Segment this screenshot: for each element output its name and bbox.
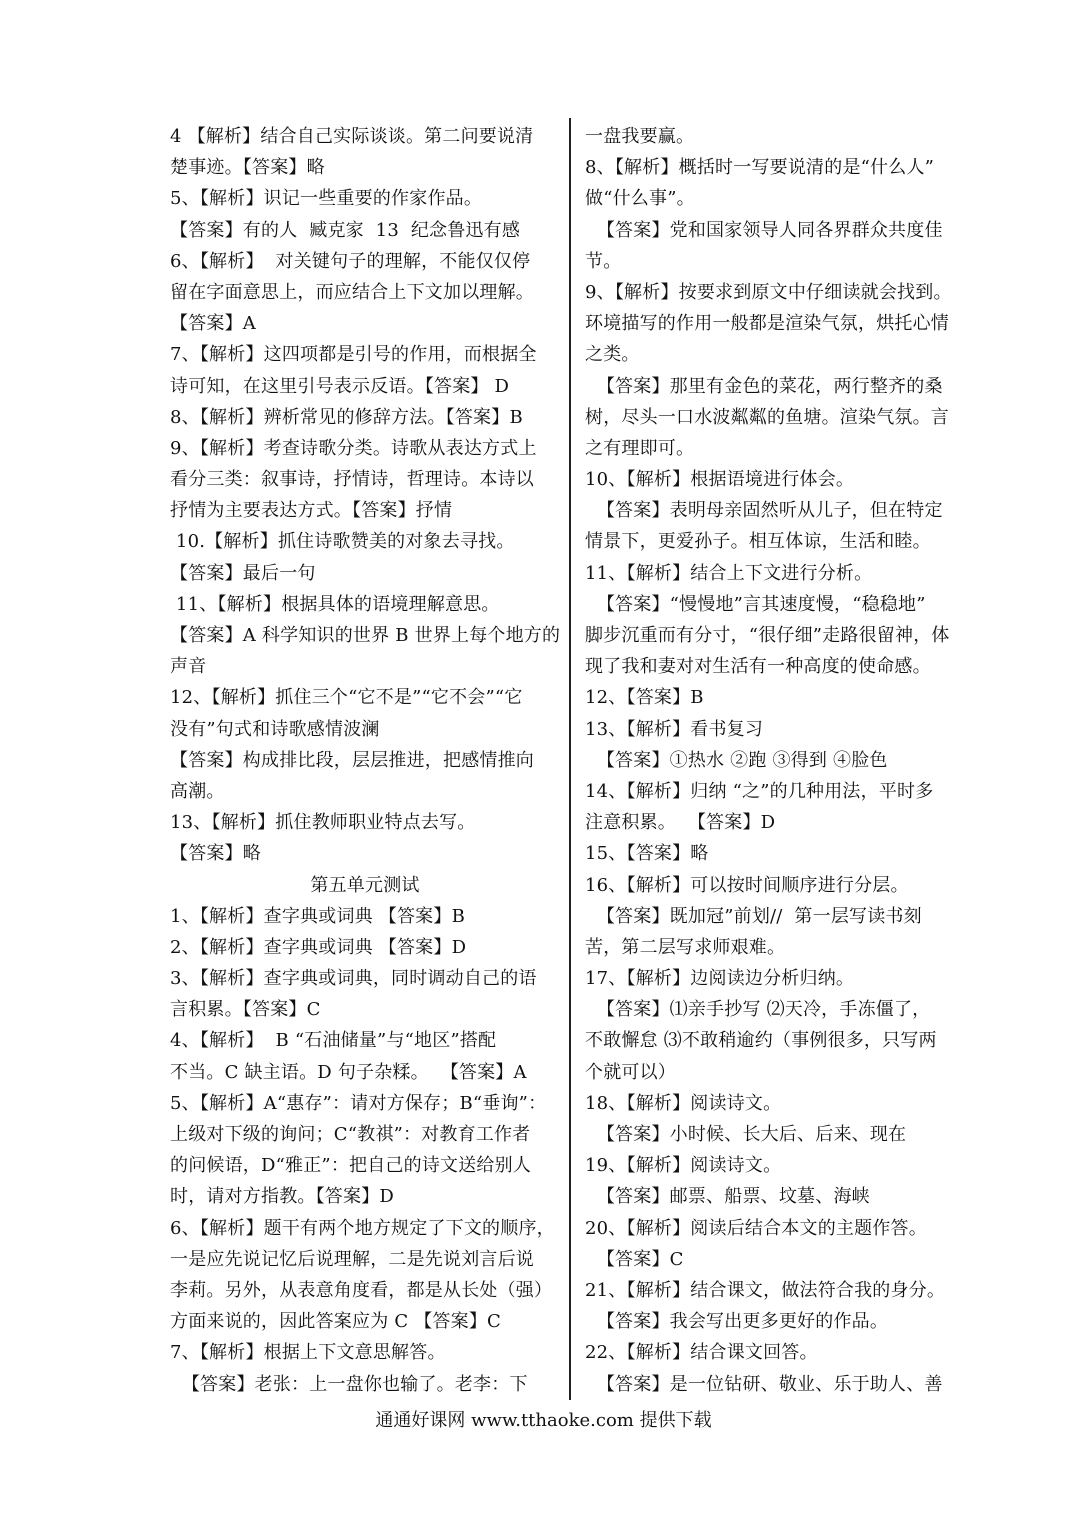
text-line: 7、【解析】这四项都是引号的作用，而根据全 (170, 344, 537, 366)
text-line: 7、【解析】根据上下文意思解答。 (170, 1342, 446, 1364)
text-line: 楚事迹。【答案】略 (170, 157, 325, 179)
text-line: 【答案】是一位钻研、敬业、乐于助人、善 (585, 1373, 943, 1395)
text-line: 一盘我要赢。 (585, 126, 695, 147)
text-line: 3、【解析】查字典或词典，同时调动自己的语 (170, 968, 537, 990)
text-line: 4、【解析】 B “石油储量”与“地区”搭配 (170, 1030, 497, 1052)
text-line: 10、【解析】根据语境进行体会。 (585, 469, 855, 491)
text-line: 【答案】既加冠”前划// 第一层写读书刻 (585, 905, 922, 927)
text-line: 18、【解析】阅读诗文。 (585, 1092, 782, 1114)
text-line: 14、【解析】归纳 “之”的几种用法，平时多 (585, 780, 934, 802)
text-line: 没有”句式和诗歌感情波澜 (170, 718, 380, 740)
text-line: 环境描写的作用一般都是渲染气氛，烘托心情 (585, 313, 949, 335)
text-line: 现了我和妻对对生活有一种高度的使命感。 (585, 656, 931, 678)
text-line: 诗可知，在这里引号表示反语。【答案】 D (170, 375, 510, 397)
text-line: 【答案】最后一句 (170, 562, 316, 584)
text-line: 6、【解析】题干有两个地方规定了下文的顺序， (170, 1217, 555, 1239)
text-line: 抒情为主要表达方式。【答案】抒情 (170, 500, 453, 522)
text-line: 11、【解析】根据具体的语境理解意思。 (170, 593, 500, 615)
right-column (585, 121, 975, 1400)
text-line: 2、【解析】查字典或词典 【答案】D (170, 936, 467, 958)
text-line: 【答案】我会写出更多更好的作品。 (585, 1311, 889, 1333)
text-line: 【答案】略 (170, 843, 261, 865)
text-line: 【答案】老张：上一盘你也输了。老李：下 (170, 1373, 528, 1395)
text-line: 5、【解析】A“惠存”：请对方保存；B“垂询”： (170, 1092, 547, 1114)
text-line: 脚步沉重而有分寸，“很仔细”走路很留神，体 (585, 625, 950, 646)
text-line: 【答案】那里有金色的菜花，两行整齐的桑 (585, 375, 943, 397)
text-line: 15、【答案】略 (585, 843, 709, 865)
text-line: 【答案】A 科学知识的世界 B 世界上每个地方的 (170, 625, 561, 646)
text-line: 1、【解析】查字典或词典 【答案】B (170, 905, 465, 927)
text-line: 之有理即可。 (585, 437, 695, 459)
text-line: 11、【解析】结合上下文进行分析。 (585, 562, 873, 584)
text-line: 【答案】表明母亲固然听从儿子，但在特定 (585, 500, 943, 522)
text-line: 一是应先说记忆后说理解，二是先说刘言后说 (170, 1248, 534, 1270)
text-line: 树，尽头一口水波粼粼的鱼塘。渲染气氛。言 (585, 406, 949, 428)
text-line: 【答案】构成排比段，层层推进，把感情推向 (170, 749, 534, 771)
page-footer: 通通好课网 www.tthaoke.com 提供下载 (375, 1410, 712, 1431)
text-line: 的问候语，D“雅正”：把自己的诗文送给别人 (170, 1155, 532, 1177)
text-line: 个就可以） (585, 1061, 676, 1083)
text-line: 8、【解析】辨析常见的修辞方法。【答案】B (170, 406, 523, 428)
column-divider (569, 118, 571, 1400)
text-line: 19、【解析】阅读诗文。 (585, 1155, 782, 1177)
text-line: 声音 (170, 656, 207, 678)
text-line: 看分三类：叙事诗，抒情诗，哲理诗。本诗以 (170, 469, 534, 491)
text-line: 【答案】C (585, 1248, 684, 1270)
text-line: 之类。 (585, 344, 640, 366)
text-line: 时，请对方指教。【答案】D (170, 1186, 395, 1208)
text-line: 13、【解析】看书复习 (585, 718, 764, 740)
text-line: 【答案】邮票、船票、坟墓、海峡 (585, 1186, 870, 1208)
text-line: 言积累。【答案】C (170, 999, 321, 1021)
text-line: 【答案】党和国家领导人同各界群众共度佳 (585, 219, 943, 241)
text-line: 【答案】⑴亲手抄写 ⑵天冷，手冻僵了， (585, 999, 931, 1021)
text-line: 8、【解析】概括时一写要说清的是“什么人” (585, 157, 935, 179)
text-line: 21、【解析】结合课文，做法符合我的身分。 (585, 1279, 946, 1301)
text-line: 9、【解析】考查诗歌分类。诗歌从表达方式上 (170, 437, 537, 459)
text-line: 方面来说的，因此答案应为 C 【答案】C (170, 1311, 501, 1333)
text-line: 4 【解析】结合自己实际谈谈。第二问要说清 (170, 126, 534, 147)
text-line: 留在字面意思上，而应结合上下文加以理解。 (170, 281, 534, 303)
text-line: 【答案】有的人 臧克家 13 纪念鲁迅有感 (170, 219, 521, 241)
text-line: 20、【解析】阅读后结合本文的主题作答。 (585, 1217, 927, 1239)
left-column (170, 121, 560, 1400)
text-line: 17、【解析】边阅读边分析归纳。 (585, 968, 855, 990)
text-line: 9、【解析】按要求到原文中仔细读就会找到。 (585, 281, 952, 303)
text-line: 【答案】“慢慢地”言其速度慢，“稳稳地” (585, 593, 926, 615)
text-line: 6、【解析】 对关键句子的理解，不能仅仅停 (170, 250, 531, 272)
text-line: 【答案】小时候、长大后、后来、现在 (585, 1124, 907, 1145)
text-line: 12、【解析】抓住三个“它不是”“它不会”“它 (170, 687, 523, 709)
text-line: 苦，第二层写求师艰难。 (585, 936, 786, 958)
text-line: 22、【解析】结合课文回答。 (585, 1342, 818, 1364)
text-line: 上级对下级的询问；C“教祺”：对教育工作者 (170, 1124, 531, 1145)
section-heading: 第五单元测试 (310, 874, 420, 896)
text-line: 做“什么事”。 (585, 188, 695, 210)
text-line: 不敢懈怠 ⑶不敢稍逾约（事例很多，只写两 (585, 1030, 937, 1052)
text-line: 李莉。另外，从表意角度看，都是从长处（强） (170, 1279, 553, 1301)
text-line: 高潮。 (170, 780, 225, 802)
text-line: 13、【解析】抓住教师职业特点去写。 (170, 812, 476, 834)
text-line: 12、【答案】B (585, 687, 704, 709)
text-line: 不当。C 缺主语。D 句子杂糅。 【答案】A (170, 1061, 527, 1083)
text-line: 注意积累。 【答案】D (585, 812, 776, 834)
text-line: 【答案】①热水 ②跑 ③得到 ④脸色 (585, 749, 888, 771)
text-line: 10.【解析】抓住诗歌赞美的对象去寻找。 (170, 531, 515, 553)
text-line: 【答案】A (170, 313, 256, 335)
text-line: 16、【解析】可以按时间顺序进行分层。 (585, 874, 909, 896)
text-line: 节。 (585, 250, 622, 272)
text-line: 5、【解析】识记一些重要的作家作品。 (170, 188, 483, 210)
text-line: 情景下，更爱孙子。相互体谅，生活和睦。 (585, 531, 931, 553)
